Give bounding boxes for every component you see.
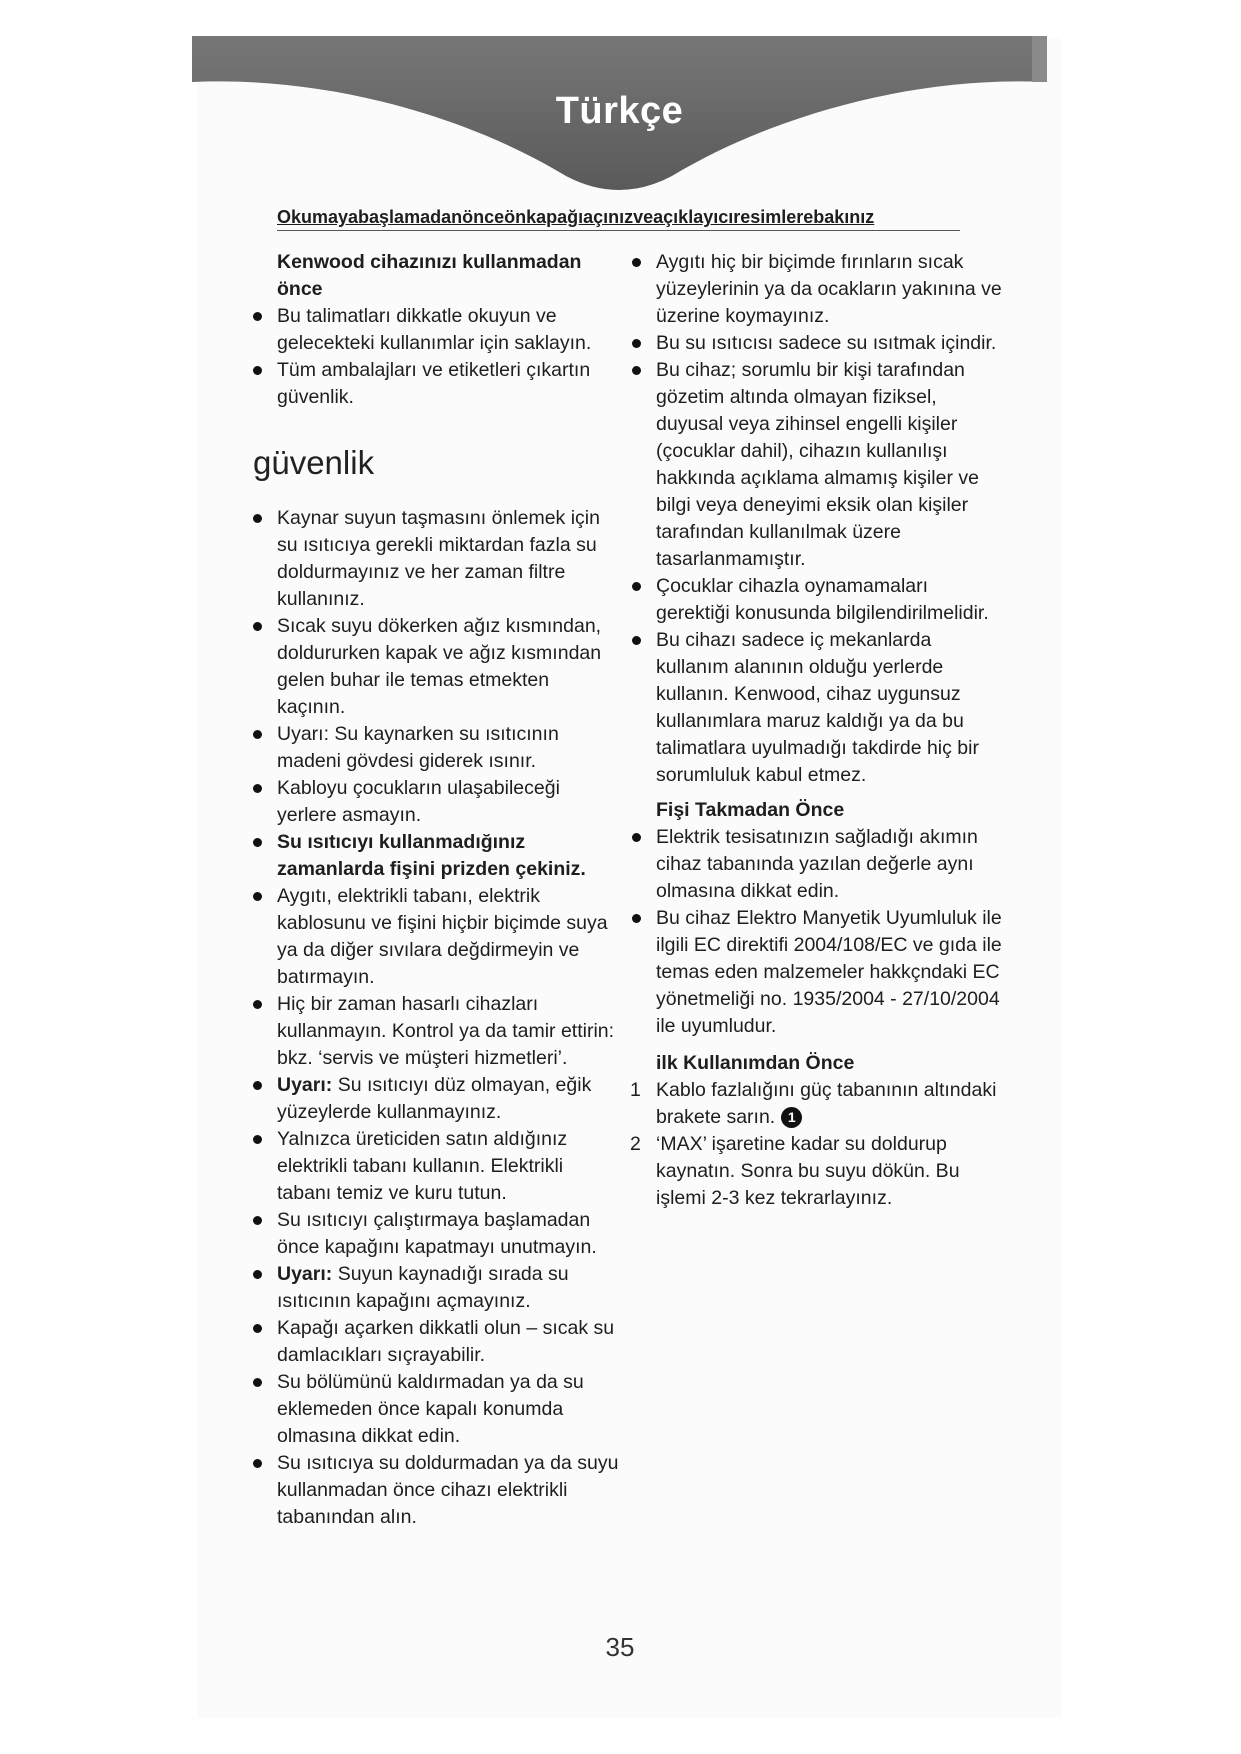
plug-in-heading: Fişi Takmadan Önce — [656, 799, 845, 821]
list-item: Uyarı: Su kaynarken su ısıtıcının madeni gövdesi giderek ısınır. — [251, 721, 621, 775]
list-item: Su ısıtıcıya su doldurmadan ya da suyu kullanmadan önce cihazı elektrikli tabanından alın. — [251, 1450, 621, 1531]
list-item: Sıcak suyu dökerken ağız kısmından, doldururken kapak ve ağız kısmından gelen buhar ile temas etmekten kaçının. — [251, 613, 621, 721]
list-item: Tüm ambalajları ve etiketleri çıkartın güvenlik. — [251, 357, 621, 411]
page-number: 35 — [605, 1632, 635, 1662]
step-text: ‘MAX’ işaretine kadar su doldurup kaynatın. Sonra bu suyu dökün. Bu işlemi 2-3 kez tekrarlayınız. — [656, 1133, 960, 1209]
figure-reference-icon: 1 — [781, 1107, 802, 1128]
page-title: Türkçe — [555, 90, 684, 132]
first-use-heading: ilk Kullanımdan Önce — [656, 1052, 855, 1074]
list-item: Bu talimatları dikkatle okuyun ve gelecekteki kullanımlar için saklayın. — [251, 303, 621, 357]
list-item: Elektrik tesisatınızın sağladığı akımın cihaz tabanında yazılan değerle aynı olmasına dikkat edin. — [630, 824, 1002, 905]
warning-label: Uyarı: — [277, 1074, 333, 1096]
list-item: Çocuklar cihazla oynamamaları gerektiği konusunda bilgilendirilmelidir. — [630, 573, 1002, 627]
list-item — [251, 1261, 621, 1315]
before-use-list — [251, 303, 621, 411]
list-item: Kaynar suyun taşmasını önlemek için su ısıtıcıya gerekli miktardan fazla su doldurmayınız ve her zaman filtre kullanınız. — [251, 505, 621, 613]
step-number: 1 — [630, 1079, 641, 1101]
list-item: Kabloyu çocukların ulaşabileceği yerlere asmayın. — [251, 775, 621, 829]
list-item: Bu cihaz; sorumlu bir kişi tarafından gözetim altında olmayan fiziksel, duyusal veya zihinsel engelli kişiler (çocuklar dahil), cihazın kullanılışı hakkında açıklama almamış kişiler ve bilgi veya deneyimi eksik olan kişiler tarafından kullanılmak üzere tasarlanmamıştır. — [630, 357, 1002, 573]
list-item: Aygıtı, elektrikli tabanı, elektrik kablosunu ve fişini hiçbir biçimde suya ya da diğer sıvılara değdirmeyin ve batırmayın. — [251, 883, 621, 991]
list-item: Yalnızca üreticiden satın aldığınız elektrikli tabanı kullanın. Elektrikli tabanı temiz ve kuru tutun. — [251, 1126, 621, 1207]
list-item: Bu su ısıtıcısı sadece su ısıtmak içindir. — [630, 330, 1002, 357]
safety-title: güvenlik — [253, 444, 375, 481]
step-item — [630, 1077, 1002, 1131]
before-use-heading: Kenwood cihazınızı kullanmadan önce — [277, 251, 582, 300]
step-number: 2 — [630, 1133, 641, 1155]
warning-text: Su ısıtıcıyı düz olmayan, eğik yüzeylerde kullanmayınız. — [277, 1074, 592, 1123]
right-column — [630, 249, 1002, 1212]
list-item — [251, 1072, 621, 1126]
list-item: Kapağı açarken dikkatli olun – sıcak su damlacıkları sıçrayabilir. — [251, 1315, 621, 1369]
safety-list — [251, 505, 621, 1531]
list-item: Su ısıtıcıyı çalıştırmaya başlamadan önce kapağını kapatmayı unutmayın. — [251, 1207, 621, 1261]
list-item-emphasis: Su ısıtıcıyı kullanmadığınız zamanlarda fişini prizden çekiniz. — [251, 829, 621, 883]
list-item: Aygıtı hiç bir biçimde fırınların sıcak yüzeylerinin ya da ocakların yakınına ve üzerine koymayınız. — [630, 249, 1002, 330]
safety-list-continued — [630, 249, 1002, 789]
intro-instruction: Okumayabaşlamadanönceönkapağıaçınızveaçıklayıcıresimlerebakınız — [277, 207, 960, 231]
plug-in-list — [630, 824, 1002, 1040]
list-item: Hiç bir zaman hasarlı cihazları kullanmayın. Kontrol ya da tamir ettirin: bkz. ‘servis ve müşteri hizmetleri’. — [251, 991, 621, 1072]
first-use-steps — [630, 1077, 1002, 1212]
list-item: Bu cihaz Elektro Manyetik Uyumluluk ile ilgili EC direktifi 2004/108/EC ve gıda ile temas eden malzemeler hakkçndaki EC yönetmeliği no. 1935/2004 - 27/10/2004 ile uyumludur. — [630, 905, 1002, 1040]
warning-label: Uyarı: — [277, 1263, 333, 1285]
left-column — [251, 249, 621, 1531]
step-text: Kablo fazlalığını güç tabanının altındaki brakete sarın. — [656, 1079, 997, 1128]
list-item: Su bölümünü kaldırmadan ya da su eklemeden önce kapalı konumda olmasına dikkat edin. — [251, 1369, 621, 1450]
warning-text: Suyun kaynadığı sırada su ısıtıcının kapağını açmayınız. — [277, 1263, 569, 1312]
step-item — [630, 1131, 1002, 1212]
list-item: Bu cihazı sadece iç mekanlarda kullanım alanının olduğu yerlerde kullanın. Kenwood, cihaz uygunsuz kullanımlara maruz kaldığı ya da bu talimatlara uyulmadığı takdirde hiç bir sorumluluk kabul etmez. — [630, 627, 1002, 789]
